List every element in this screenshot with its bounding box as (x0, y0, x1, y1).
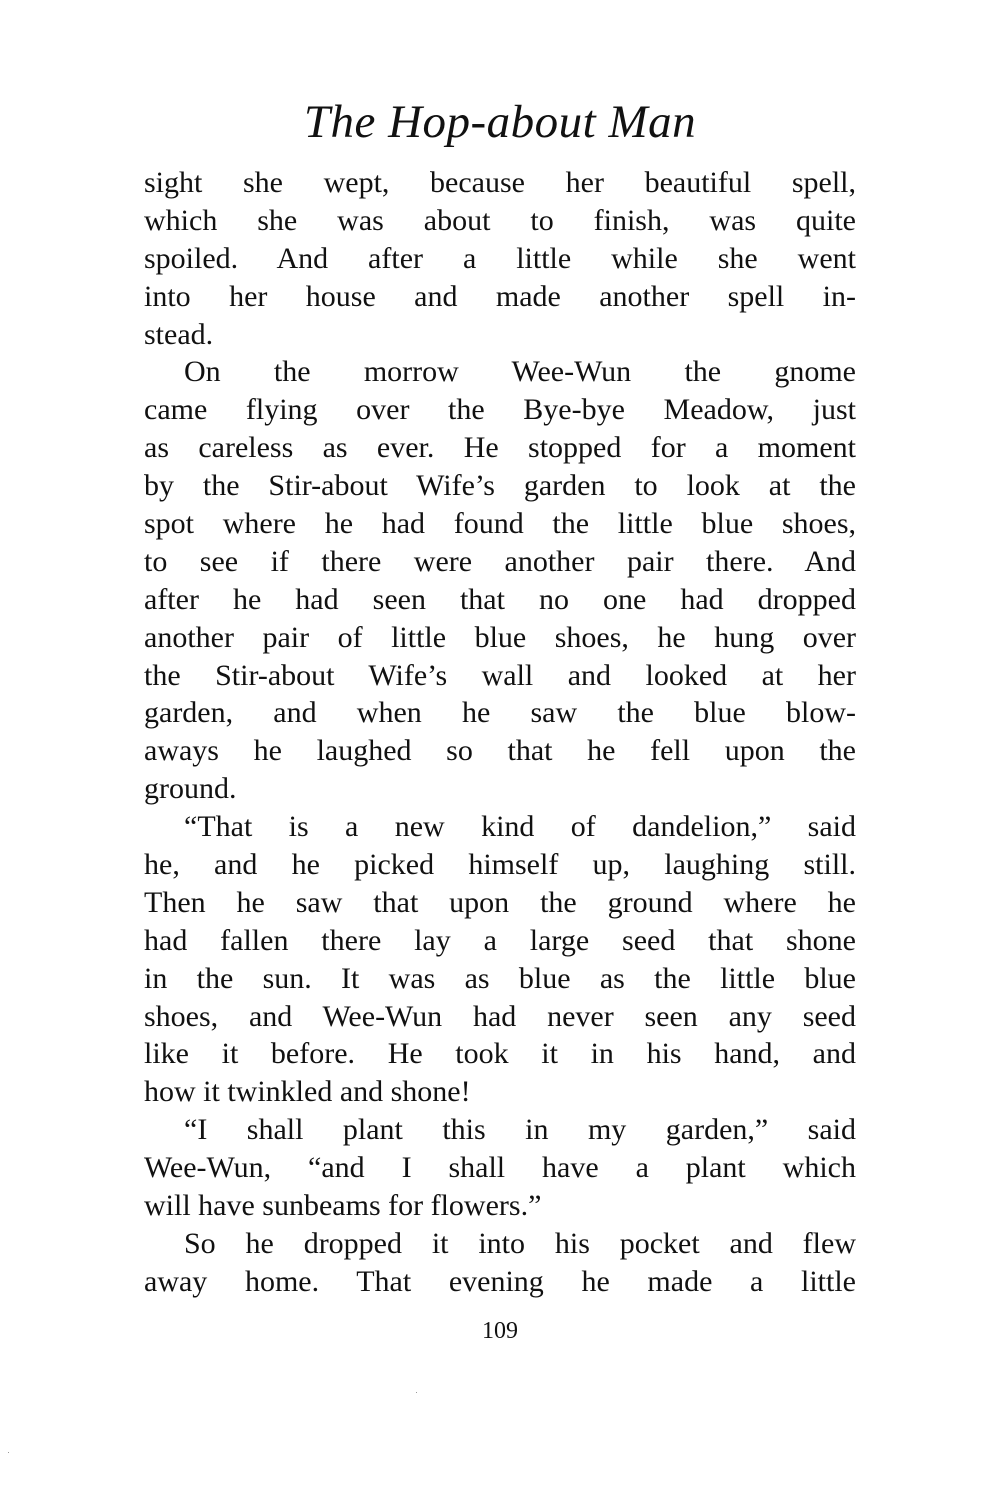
text-line: as careless as ever. He stopped for a moment (144, 431, 856, 465)
text-line: to see if there were another pair there. And (144, 544, 856, 578)
body-text (144, 164, 856, 1301)
text-line: aways he laughed so that he fell upon the (144, 734, 856, 768)
text-line: in the sun. It was as blue as the little blue (144, 961, 856, 995)
text-line: On the morrow Wee-Wun the gnome (184, 355, 856, 389)
text-line: had fallen there lay a large seed that shone (144, 923, 856, 957)
text-line: away home. That evening he made a little (144, 1264, 856, 1298)
text-line: which she was about to finish, was quite (144, 203, 856, 237)
text-line: sight she wept, because her beautiful spell, (144, 166, 856, 199)
text-line: he, and he picked himself up, laughing still. (144, 848, 856, 882)
text-line: came flying over the Bye-bye Meadow, just (144, 393, 856, 427)
page-number: 109 (482, 1318, 518, 1344)
text-line: shoes, and Wee-Wun had never seen any seed (144, 999, 856, 1033)
text-line: the Stir-about Wife’s wall and looked at her (144, 658, 856, 692)
text-line: into her house and made another spell in- (144, 279, 856, 313)
paper-speck (8, 1452, 9, 1453)
text-line: spot where he had found the little blue shoes, (144, 507, 856, 541)
text-line: So he dropped it into his pocket and flew (184, 1226, 856, 1260)
text-line: another pair of little blue shoes, he hung over (144, 620, 856, 654)
text-line: like it before. He took it in his hand, and (144, 1037, 856, 1071)
text-line: how it twinkled and shone! (144, 1075, 471, 1109)
running-head: The Hop-about Man (303, 96, 697, 148)
text-line: garden, and when he saw the blue blow- (144, 696, 856, 730)
text-line: by the Stir-about Wife’s garden to look at the (144, 469, 856, 503)
text-line: Then he saw that upon the ground where he (144, 885, 856, 919)
text-line: “That is a new kind of dandelion,” said (184, 810, 856, 844)
paper-speck (416, 1392, 417, 1393)
text-line: Wee-Wun, “and I shall have a plant which (144, 1151, 856, 1185)
text-line: will have sunbeams for flowers.” (144, 1189, 542, 1223)
text-line: after he had seen that no one had dropped (144, 582, 856, 616)
text-line: ground. (144, 772, 237, 806)
text-line: spoiled. And after a little while she went (144, 241, 856, 275)
text-line: “I shall plant this in my garden,” said (184, 1113, 856, 1147)
text-line: stead. (144, 317, 214, 351)
